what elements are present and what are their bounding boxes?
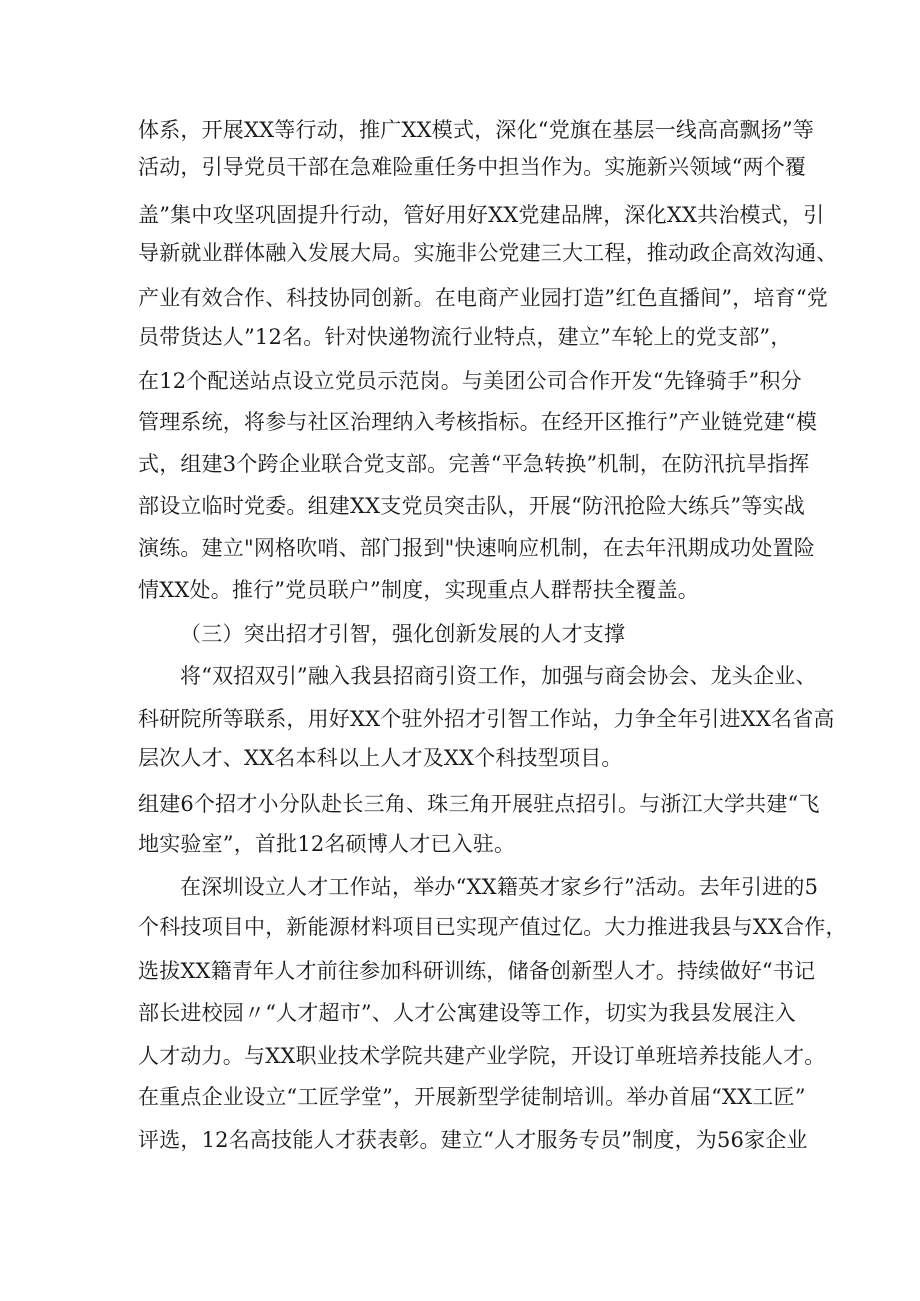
paragraph-line: 演练。建立"网格吹哨、部门报到"快速响应机制，在去年汛期成功处置险 [138,536,815,560]
paragraph-line: 在深圳设立人才工作站，举办“XX籍英才家乡行”活动。去年引进的5 [180,875,819,899]
paragraph-line: 部长进校园〃“人才超市”、人才公寓建设等工作，切实为我县发展注入 [138,1001,796,1025]
paragraph-line: 组建6个招才小分队赴长三角、珠三角开展驻点招引。与浙江大学共建“飞 [138,792,820,816]
paragraph-line: 人才动力。与XX职业技术学院共建产业学院，开设订单班培养技能人才。 [138,1044,826,1068]
paragraph-line: 科研院所等联系，用好XX个驻外招才引智工作站，力争全年引进XX名省高 [138,707,835,731]
paragraph-line: 在12个配送站点设立党员示范岗。与美团公司合作开发“先锋骑手”积分 [138,369,802,393]
paragraph-line: 在重点企业设立“工匠学堂”，开展新型学徒制培训。举办首届“XX工匠” [138,1085,806,1109]
paragraph-line: 产业有效合作、科技协同创新。在电商产业园打造”红色直播间”，培育“党 [138,286,829,310]
paragraph-line: 个科技项目中，新能源材料项目已实现产值过亿。大力推进我县与XX合作， [138,915,847,939]
paragraph-line: 地实验室”，首批12名硕博人才已入驻。 [138,832,516,856]
paragraph-line: 将“双招双引”融入我县招商引资工作，加强与商会协会、龙头企业、 [180,664,817,688]
paragraph-line: 管理系统，将参与社区治理纳入考核指标。在经开区推行”产业链党建“模 [138,410,818,434]
paragraph-line: 导新就业群体融入发展大局。实施非公党建三大工程，推动政企高效沟通、 [138,241,838,265]
paragraph-line: 式，组建3个跨企业联合党支部。完善“平急转换”机制，在防汛抗旱指挥 [138,452,810,476]
section-heading: （三）突出招才引智，强化创新发展的人才支撑 [180,622,626,646]
paragraph-line: 情XX处。推行”党员联户”制度，实现重点人群帮扶全覆盖。 [138,578,699,602]
paragraph-line: 评选，12名高技能人才获表彰。建立“人才服务专员”制度，为56家企业 [138,1128,808,1152]
paragraph-line: 选拔XX籍青年人才前往参加科研训练，储备创新型人才。持续做好“书记 [138,959,816,983]
paragraph-line: 活动，引导党员干部在急难险重任务中担当作为。实施新兴领域“两个覆 [138,155,807,179]
paragraph-line: 体系，开展XX等行动，推广XX模式，深化“党旗在基层一线高高飘扬”等 [138,118,815,142]
paragraph-line: 盖”集中攻坚巩固提升行动，管好用好XX党建品牌，深化XX共治模式，引 [138,203,825,227]
paragraph-line: 员带货达人”12名。针对快递物流行业特点，建立”车轮上的党支部”， [138,325,792,349]
paragraph-line: 部设立临时党委。组建XX支党员突击队，开展“防汛抢险大练兵”等实战 [138,494,805,518]
paragraph-line: 层次人才、XX名本科以上人才及XX个科技型项目。 [138,746,623,770]
